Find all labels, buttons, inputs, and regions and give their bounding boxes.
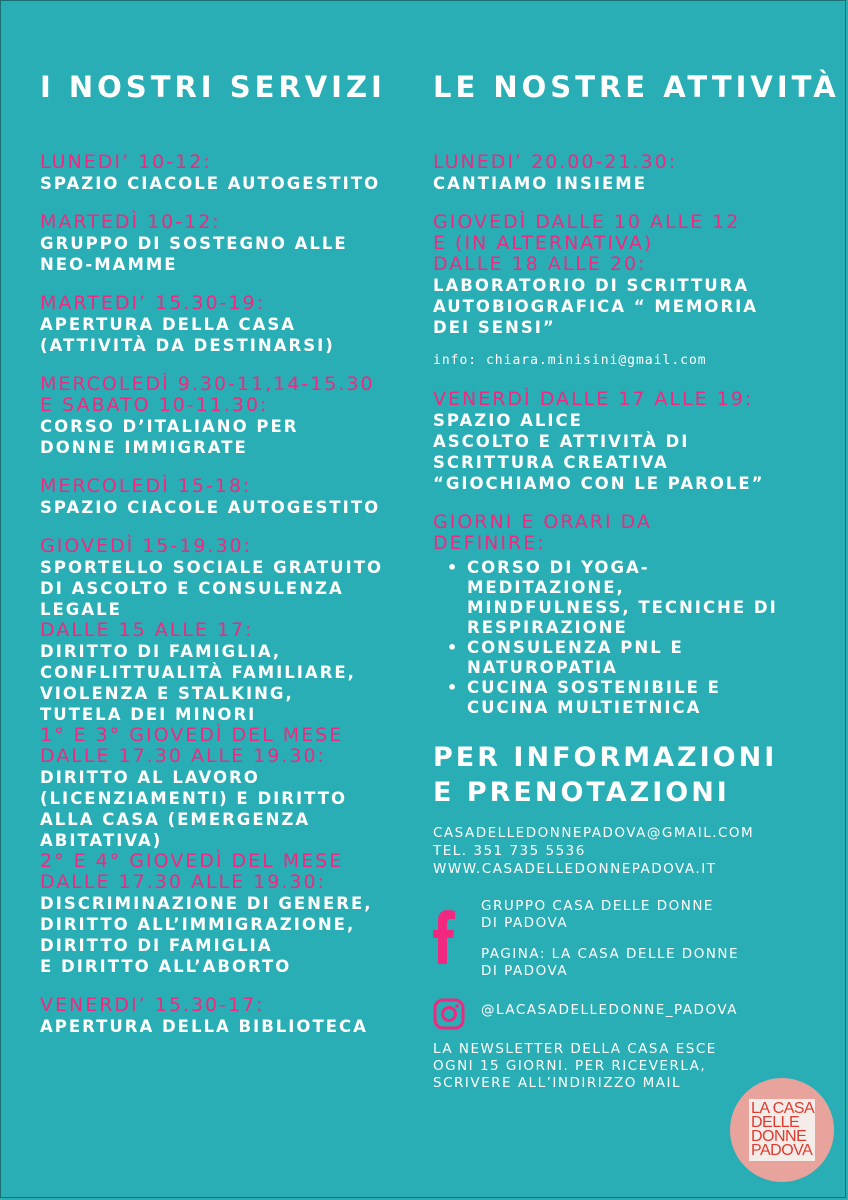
service-description: CONFLITTUALITÀ FAMILIARE,: [40, 663, 356, 682]
service-wednesday: [40, 476, 420, 518]
info-title: PER INFORMAZIONI E PRENOTAZIONI: [433, 742, 778, 808]
list-item: • CONSULENZA PNL E NATUROPATIA: [447, 638, 684, 677]
schedule-label: MERCOLEDÌ 9.30-11,14-15.30: [40, 373, 375, 395]
schedule-label: MARTEDI’ 15.30-19:: [40, 292, 265, 314]
list-item: • CORSO DI YOGA- MEDITAZIONE, MINDFULNESS, TECNICHE DI RESPIRAZIONE: [447, 558, 778, 637]
service-description: GRUPPO DI SOSTEGNO ALLE: [40, 234, 348, 253]
service-description: DIRITTO DI FAMIGLIA: [40, 936, 273, 955]
activity-description: AUTOBIOGRAFICA “ MEMORIA: [433, 297, 759, 316]
schedule-label: GIOVEDÌ 15-19.30:: [40, 535, 253, 557]
service-description: E DIRITTO ALL’ABORTO: [40, 957, 292, 976]
instagram-section: [433, 1002, 833, 1019]
service-description: DI ASCOLTO E CONSULENZA: [40, 579, 344, 598]
schedule-label: E SABATO 10-11.30:: [40, 394, 269, 416]
service-description: TUTELA DEI MINORI: [40, 705, 257, 724]
schedule-label: GIOVEDÌ DALLE 10 ALLE 12: [433, 211, 741, 233]
facebook-group[interactable]: GRUPPO CASA DELLE DONNE DI PADOVA: [481, 898, 714, 931]
schedule-label: LUNEDI’ 10-12:: [40, 151, 212, 173]
facebook-icon[interactable]: [433, 908, 455, 964]
activity-tbd: [433, 512, 833, 718]
logo-text: LA CASA DELLE DONNE PADOVA: [751, 1100, 815, 1159]
service-italian-course: [40, 374, 420, 458]
activities-title: LE NOSTRE ATTIVITÀ: [433, 70, 840, 104]
service-tuesday-morning: [40, 212, 420, 275]
schedule-label: VENERDÌ DALLE 17 ALLE 19:: [433, 388, 754, 410]
service-description: LEGALE: [40, 600, 122, 619]
activity-description: ASCOLTO E ATTIVITÀ DI: [433, 432, 690, 451]
newsletter-note: LA NEWSLETTER DELLA CASA ESCE OGNI 15 GIORNI. PER RICEVERLA, SCRIVERE ALL’INDIRIZZO MAIL: [433, 1041, 717, 1091]
schedule-label: 2° E 4° GIOVEDÌ DEL MESE: [40, 850, 344, 872]
activity-monday: [433, 152, 833, 194]
service-description: ALLA CASA (EMERGENZA: [40, 810, 311, 829]
activity-description: DEI SENSI”: [433, 318, 556, 337]
service-description: APERTURA DELLA CASA: [40, 315, 297, 334]
services-title: I NOSTRI SERVIZI: [40, 70, 386, 104]
schedule-label: MARTEDÌ 10-12:: [40, 211, 221, 233]
service-description: CORSO D’ITALIANO PER: [40, 417, 299, 436]
facebook-page[interactable]: PAGINA: LA CASA DELLE DONNE DI PADOVA: [481, 946, 740, 979]
service-description: SPORTELLO SOCIALE GRATUITO: [40, 558, 383, 577]
activity-description: SPAZIO ALICE: [433, 411, 583, 430]
service-description: SPAZIO CIACOLE AUTOGESTITO: [40, 174, 381, 193]
activity-description: CANTIAMO INSIEME: [433, 174, 647, 193]
contact-email[interactable]: CASADELLEDONNEPADOVA@GMAIL.COM: [433, 825, 755, 841]
bullet-icon: •: [447, 678, 460, 697]
activity-description: SCRITTURA CREATIVA: [433, 453, 669, 472]
service-tuesday-afternoon: [40, 293, 420, 356]
schedule-label: E (IN ALTERNATIVA): [433, 232, 654, 254]
activity-list: [433, 558, 833, 718]
service-description: DIRITTO ALL’IMMIGRAZIONE,: [40, 915, 356, 934]
schedule-label: DEFINIRE:: [433, 532, 546, 554]
service-description: APERTURA DELLA BIBLIOTECA: [40, 1017, 368, 1036]
activity-description: LABORATORIO DI SCRITTURA: [433, 276, 750, 295]
activity-friday: [433, 389, 833, 494]
service-monday: [40, 152, 420, 194]
service-description: DISCRIMINAZIONE DI GENERE,: [40, 894, 373, 913]
service-description: DIRITTO DI FAMIGLIA,: [40, 642, 282, 661]
services-column: [40, 70, 420, 1055]
facebook-section: [433, 898, 833, 980]
logo: [730, 1078, 834, 1182]
service-friday: [40, 995, 420, 1037]
schedule-label: 1° E 3° GIOVEDÌ DEL MESE: [40, 724, 344, 746]
schedule-label: MERCOLEDÌ 15-18:: [40, 475, 252, 497]
activity-thursday: [433, 212, 833, 371]
service-description: VIOLENZA E STALKING,: [40, 684, 294, 703]
schedule-label: DALLE 18 ALLE 20:: [433, 253, 647, 275]
info-email[interactable]: info: chiara.minisini@gmail.com: [433, 353, 707, 368]
service-description: ABITATIVA): [40, 831, 163, 850]
activities-column: [433, 70, 840, 1092]
schedule-label: VENERDI’ 15.30-17:: [40, 994, 265, 1016]
service-description: SPAZIO CIACOLE AUTOGESTITO: [40, 498, 381, 517]
contact-phone[interactable]: TEL. 351 735 5536: [433, 843, 586, 859]
service-description: DONNE IMMIGRATE: [40, 438, 248, 457]
schedule-label: GIORNI E ORARI DA: [433, 511, 652, 533]
service-description: (ATTIVITÀ DA DESTINARSI): [40, 336, 335, 355]
activity-description: “GIOCHIAMO CON LE PAROLE”: [433, 474, 765, 493]
schedule-label: DALLE 15 ALLE 17:: [40, 619, 254, 641]
contact-website[interactable]: WWW.CASADELLEDONNEPADOVA.IT: [433, 861, 717, 877]
service-thursday: [40, 536, 420, 977]
service-description: (LICENZIAMENTI) E DIRITTO: [40, 789, 348, 808]
schedule-label: DALLE 17.30 ALLE 19.30:: [40, 745, 326, 767]
bullet-icon: •: [447, 638, 460, 657]
schedule-label: LUNEDI’ 20.00-21.30:: [433, 151, 678, 173]
schedule-label: DALLE 17.30 ALLE 19.30:: [40, 871, 326, 893]
service-description: DIRITTO AL LAVORO: [40, 768, 260, 787]
instagram-handle[interactable]: @LACASADELLEDONNE_PADOVA: [481, 1002, 738, 1018]
contacts: [433, 824, 833, 878]
list-item: • CUCINA SOSTENIBILE E CUCINA MULTIETNICA: [447, 678, 721, 717]
bullet-icon: •: [447, 558, 460, 577]
service-description: NEO-MAMME: [40, 255, 178, 274]
instagram-icon[interactable]: [433, 998, 465, 1030]
